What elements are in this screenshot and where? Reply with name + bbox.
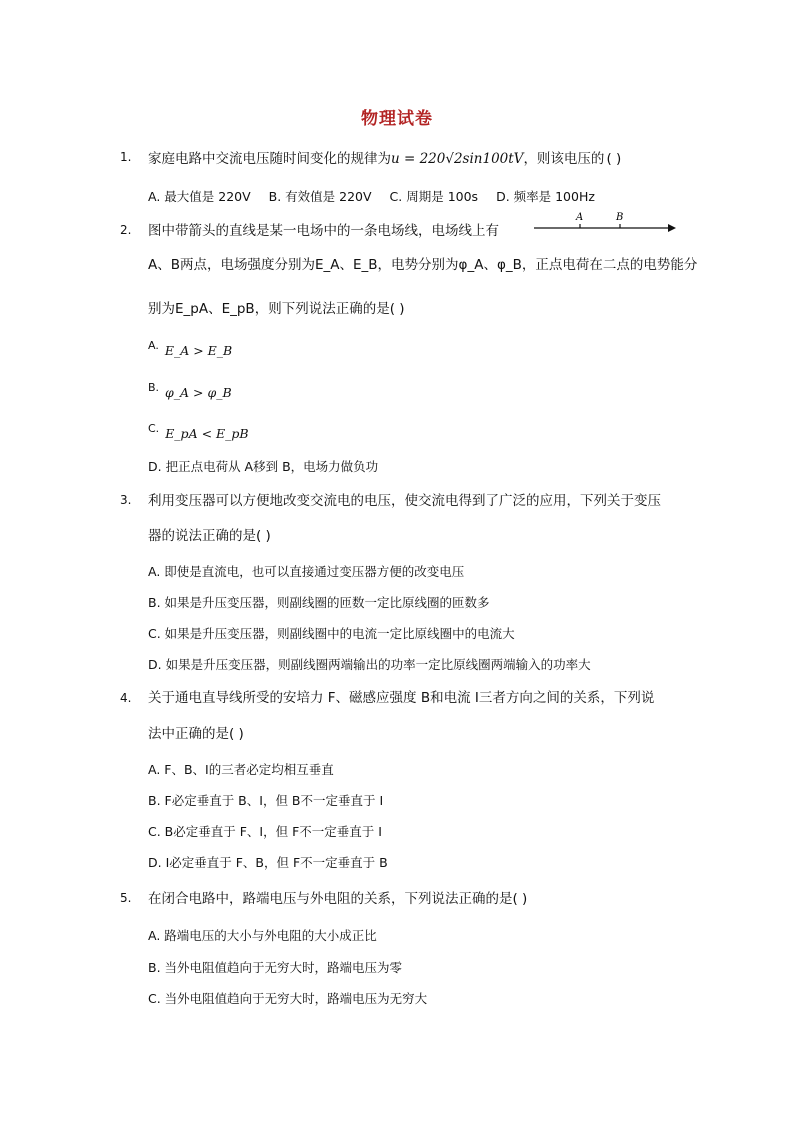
q1-stem: 家庭电路中交流电压随时间变化的规律为: [148, 151, 391, 167]
q2-line2: A、B两点，电场强度分别为E_A、E_B，电势分别为φ_A、φ_B，正点电荷在二点的电势能分: [148, 257, 698, 273]
q4-option-d: D. I必定垂直于 F、B，但 F不一定垂直于 B: [148, 855, 388, 870]
q1-option-c: C. 周期是 100s: [389, 189, 479, 204]
q2-option-d: D. 把正点电荷从 A移到 B，电场力做负功: [148, 459, 379, 474]
q2-option-c: [148, 420, 249, 441]
q4-option-a: A. F、B、I的三者必定均相互垂直: [148, 762, 334, 777]
page-title: 物理试卷: [361, 109, 433, 129]
q3-option-d: D. 如果是升压变压器，则副线圈两端输出的功率一定比原线圈两端输入的功率大: [148, 657, 591, 672]
q1-answer-paren: ( ): [606, 151, 622, 167]
q2-option-b-letter: B.: [148, 381, 160, 394]
q2-option-b: [148, 379, 232, 400]
field-line-diagram: [534, 208, 676, 238]
q5-option-a: A. 路端电压的大小与外电阻的大小成正比: [148, 928, 377, 943]
q5-option-b: B. 当外电阻值趋向于无穷大时，路端电压为零: [148, 960, 403, 975]
q1-option-a: A. 最大值是 220V: [148, 189, 251, 204]
q2-option-b-expr: φ_A > φ_B: [165, 385, 232, 400]
q2-option-a-letter: A.: [148, 339, 159, 352]
q4-line2: 法中正确的是( ): [148, 726, 244, 742]
q5-option-c: C. 当外电阻值趋向于无穷大时，路端电压为无穷大: [148, 991, 428, 1006]
q1-number: 1.: [120, 150, 132, 164]
q2-option-a: [148, 337, 233, 358]
q1-options: [148, 187, 609, 205]
point-a-label: A: [576, 212, 584, 223]
q3-line2: 器的说法正确的是( ): [148, 528, 271, 544]
q2-option-a-expr: E_A > E_B: [164, 343, 233, 358]
q4-number: 4.: [120, 691, 132, 705]
q2-option-c-letter: C.: [148, 422, 160, 435]
q1-option-d: D. 频率是 100Hz: [496, 189, 595, 204]
q2-option-c-expr: E_pA < E_pB: [165, 426, 249, 441]
q3-option-c: C. 如果是升压变压器，则副线圈中的电流一定比原线圈中的电流大: [148, 626, 515, 641]
q2-line1: 图中带箭头的直线是某一电场中的一条电场线，电场线上有: [148, 223, 499, 239]
q1-formula: u = 220√2sin100tV: [391, 151, 524, 167]
q2-line3: 别为E_pA、E_pB，则下列说法正确的是( ): [148, 301, 405, 317]
field-line-arrowhead: [668, 224, 676, 232]
q4-option-c: C. B必定垂直于 F、I，但 F不一定垂直于 I: [148, 824, 382, 839]
q3-number: 3.: [120, 493, 132, 507]
q2-number: 2.: [120, 223, 132, 237]
q4-option-b: B. F必定垂直于 B、I，但 B不一定垂直于 I: [148, 793, 384, 808]
q3-option-b: B. 如果是升压变压器，则副线圈的匝数一定比原线圈的匝数多: [148, 595, 490, 610]
q3-option-a: A. 即使是直流电，也可以直接通过变压器方便的改变电压: [148, 564, 465, 579]
q5-line1: 在闭合电路中，路端电压与外电阻的关系，下列说法正确的是( ): [148, 891, 528, 907]
q1-option-b: B. 有效值是 220V: [268, 189, 372, 204]
q1-text: [148, 147, 621, 167]
q3-line1: 利用变压器可以方便地改变交流电的电压，使交流电得到了广泛的应用，下列关于变压: [148, 493, 661, 509]
q1-stem-after: ，则该电压的: [523, 151, 605, 167]
q4-line1: 关于通电直导线所受的安培力 F、磁感应强度 B和电流 I三者方向之间的关系，下列说: [148, 690, 655, 706]
point-b-label: B: [616, 212, 624, 223]
q5-number: 5.: [120, 891, 132, 905]
